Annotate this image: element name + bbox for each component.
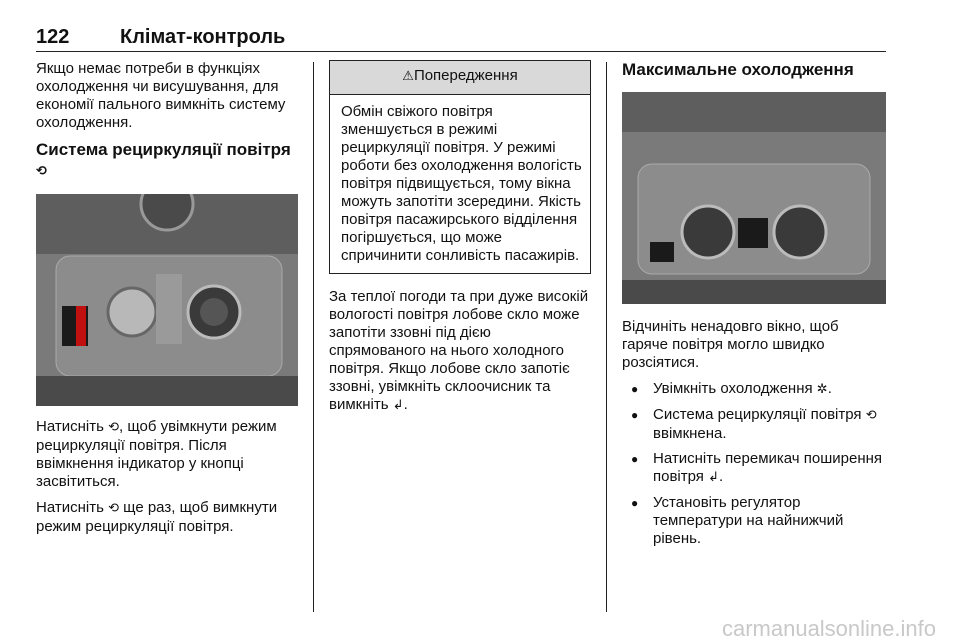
recirculation-icon: ⟲ — [108, 420, 119, 435]
page-header — [36, 24, 886, 52]
climate-panel-image — [36, 194, 298, 406]
paragraph-open-window: Відчиніть ненадовго вікно, щоб гаряче повітря могло швидко розсіятися. — [622, 318, 839, 371]
watermark: carmanualsonline.info — [721, 616, 936, 641]
recirculation-icon: ⟲ — [108, 501, 119, 516]
column-left — [36, 60, 298, 544]
column-right — [622, 60, 886, 555]
warning-box — [329, 60, 591, 274]
chapter-title: Клімат-контроль — [120, 26, 286, 48]
paragraph-recirculation-off: Натисніть ⟲ ще раз, щоб вимкнути режим рециркуляції повітря. — [36, 499, 278, 535]
column-middle — [329, 60, 591, 423]
section-title-max-cooling: Максимальне охолодження — [622, 60, 854, 79]
list-item: ● Установіть регулятор температури на найнижчий рівень. — [622, 494, 886, 548]
climate-panel-photo-2 — [622, 92, 886, 304]
intro-paragraph: Якщо немає потреби в функціях охолодження чи висушування, для економії пального вимкніть систему охолодження. — [36, 60, 286, 131]
air-distribution-icon: ↲ — [392, 398, 404, 413]
warning-triangle-icon: ⚠ — [402, 69, 414, 84]
snowflake-icon: ✲ — [816, 382, 828, 397]
climate-panel-image — [622, 92, 886, 304]
air-distribution-icon: ↲ — [708, 470, 720, 485]
section-title-recirculation: Система рециркуляції повітря ⟲ — [36, 140, 298, 182]
warning-header: ⚠Попередження — [330, 61, 590, 95]
column-divider — [606, 62, 607, 612]
warning-text: Обмін свіжого повітря зменшується в режимі рециркуляції повітря. У режимі роботи без охолодження вологість повітря підвищується, тому вікна можуть запотіти зсередини. Якість повітря пасажирського відділення погіршується, що може спричинити сонливість пасажирів. — [341, 103, 582, 264]
recirculation-icon: ⟲ — [36, 164, 47, 179]
page-number: 122 — [36, 26, 70, 48]
steps-list — [622, 380, 886, 548]
list-item: ● Увімкніть охолодження ✲. — [622, 380, 886, 399]
paragraph-fogging: За теплої погоди та при дуже високій вологості повітря лобове скло може запотіти ззовні під дією спрямованого на нього холодного повітря. Якщо лобове скло запотіє ззовні, увімкніть склоочисник та вимкніть ↲. — [329, 288, 589, 413]
column-divider — [313, 62, 314, 612]
list-item: ● Натисніть перемикач поширення повітря ↲. — [622, 450, 886, 487]
paragraph-recirculation-on: Натисніть ⟲, щоб увімкнути режим рециркуляції повітря. Після ввімкнення індикатор у кнопці засвітиться. — [36, 418, 277, 490]
climate-panel-photo — [36, 194, 298, 406]
list-item: ● Система рециркуляції повітря ⟲ ввімкнена. — [622, 406, 886, 443]
recirculation-icon: ⟲ — [865, 408, 877, 423]
